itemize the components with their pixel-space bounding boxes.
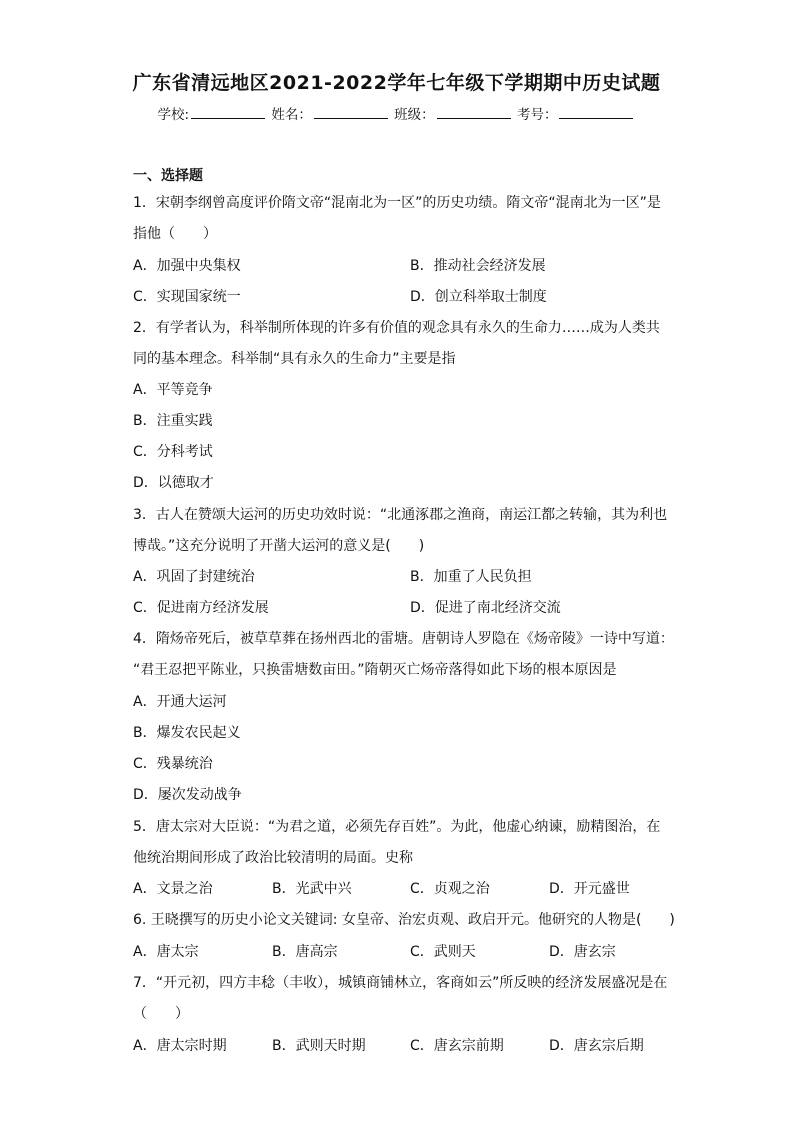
question-4-option-a[interactable]: A．开通大运河 <box>133 694 227 710</box>
question-5-option-d[interactable]: D．开元盛世 <box>549 881 630 897</box>
question-5-option-c[interactable]: C．贞观之治 <box>410 881 490 897</box>
question-3-option-a[interactable]: A．巩固了封建统治 <box>133 569 255 585</box>
question-6-option-d[interactable]: D．唐玄宗 <box>549 944 616 960</box>
question-4-text-line-1: 4．隋炀帝死后，被草草葬在扬州西北的雷塘。唐朝诗人罗隐在《炀帝陵》一诗中写道： <box>133 631 674 647</box>
question-3-text-line-2: 博哉。”这充分说明了开凿大运河的意义是( ) <box>133 538 425 554</box>
exam-no-label: 考号： <box>516 107 558 123</box>
question-1-option-b[interactable]: B．推动社会经济发展 <box>410 258 546 274</box>
class-label: 班级： <box>394 107 435 123</box>
question-1-text-line-1: 1．宋朝李纲曾高度评价隋文帝“混南北为一区”的历史功绩。隋文帝“混南北为一区”是 <box>133 195 661 211</box>
question-7-text-line-2: （ ） <box>133 1006 189 1022</box>
question-3-text-line-1: 3．古人在赞颂大运河的历史功效时说：“北通涿郡之渔商，南运江都之转输，其为利也 <box>133 507 668 523</box>
question-6-option-a[interactable]: A．唐太宗 <box>133 944 199 960</box>
question-2-option-c[interactable]: C．分科考试 <box>133 444 213 460</box>
question-2-text-line-1: 2．有学者认为，科举制所体现的许多有价值的观念具有永久的生命力……成为人类共 <box>133 320 660 336</box>
question-4-option-b[interactable]: B．爆发农民起义 <box>133 725 241 741</box>
question-7-text-line-1: 7．“开元初，四方丰稔（丰收），城镇商铺林立，客商如云”所反映的经济发展盛况是在 <box>133 975 668 991</box>
student-info-row <box>0 103 793 123</box>
question-3-option-d[interactable]: D．促进了南北经济交流 <box>410 600 561 616</box>
question-7-option-d[interactable]: D．唐玄宗后期 <box>549 1038 644 1054</box>
question-5-option-a[interactable]: A．文景之治 <box>133 881 213 897</box>
class-blank[interactable] <box>437 106 511 119</box>
question-3-option-b[interactable]: B．加重了人民负担 <box>410 569 532 585</box>
question-2-text-line-2: 同的基本理念。科举制“具有永久的生命力”主要是指 <box>133 351 456 367</box>
question-5-option-b[interactable]: B．光武中兴 <box>272 881 352 897</box>
question-2-option-a[interactable]: A．平等竞争 <box>133 382 213 398</box>
school-label: 学校: <box>157 107 190 123</box>
name-blank[interactable] <box>314 106 388 119</box>
question-4-text-line-2: “君王忍把平陈业，只换雷塘数亩田。”隋朝灭亡炀帝落得如此下场的根本原因是 <box>133 662 617 678</box>
question-3-option-c[interactable]: C．促进南方经济发展 <box>133 600 269 616</box>
question-7-option-a[interactable]: A．唐太宗时期 <box>133 1038 227 1054</box>
exam-no-blank[interactable] <box>559 106 633 119</box>
question-4-option-c[interactable]: C．残暴统治 <box>133 756 213 772</box>
section-heading: 一、选择题 <box>133 168 203 184</box>
question-1-option-a[interactable]: A．加强中央集权 <box>133 258 241 274</box>
question-1-option-d[interactable]: D．创立科举取士制度 <box>410 289 547 305</box>
question-7-option-c[interactable]: C．唐玄宗前期 <box>410 1038 504 1054</box>
question-1-option-c[interactable]: C．实现国家统一 <box>133 289 241 305</box>
page-title: 广东省清远地区2021-2022学年七年级下学期期中历史试题 <box>132 72 661 94</box>
question-7-option-b[interactable]: B．武则天时期 <box>272 1038 366 1054</box>
name-label: 姓名： <box>271 107 312 123</box>
question-5-text-line-2: 他统治期间形成了政治比较清明的局面。史称 <box>133 850 413 866</box>
question-5-text-line-1: 5．唐太宗对大臣说：“为君之道，必须先存百姓”。为此，他虚心纳谏，励精图治，在 <box>133 819 661 835</box>
question-1-text-line-2: 指他（ ） <box>133 226 217 242</box>
question-4-option-d[interactable]: D．屡次发动战争 <box>133 787 242 803</box>
question-2-option-b[interactable]: B．注重实践 <box>133 413 213 429</box>
question-6-option-b[interactable]: B．唐高宗 <box>272 944 338 960</box>
question-6-option-c[interactable]: C．武则天 <box>410 944 476 960</box>
school-blank[interactable] <box>191 106 265 119</box>
question-2-option-d[interactable]: D．以德取才 <box>133 475 214 491</box>
question-6-text-line-1: 6. 王晓撰写的历史小论文关键词: 女皇帝、治宏贞观、政启开元。他研究的人物是( ) <box>133 912 675 928</box>
